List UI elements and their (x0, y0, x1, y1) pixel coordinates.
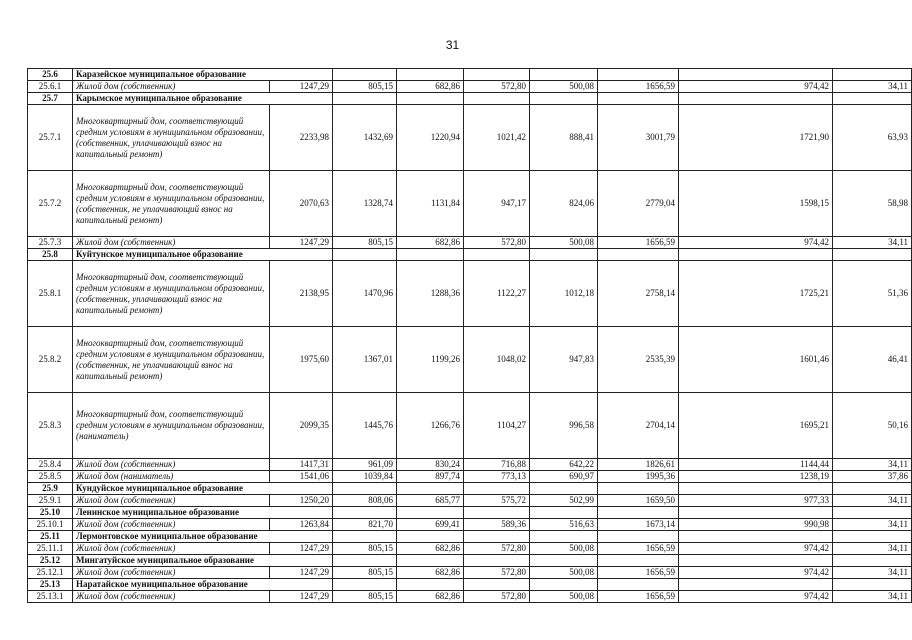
row-description: Жилой дом (собственник) (73, 237, 270, 249)
table-row (28, 459, 912, 471)
empty-cell (530, 483, 598, 495)
value-cell: 500,08 (530, 237, 598, 249)
section-row (28, 579, 912, 591)
value-cell: 1263,84 (270, 519, 333, 531)
value-cell: 34,11 (833, 81, 912, 93)
row-description: Жилой дом (собственник) (73, 495, 270, 507)
value-cell: 1826,61 (598, 459, 679, 471)
empty-cell (598, 555, 679, 567)
empty-cell (679, 531, 833, 543)
value-cell: 34,11 (833, 519, 912, 531)
section-name: Лермонтовское муниципальное образование (73, 531, 333, 543)
empty-cell (679, 93, 833, 105)
value-cell: 1104,27 (464, 393, 530, 459)
value-cell: 1238,19 (679, 471, 833, 483)
row-code: 25.11.1 (28, 543, 73, 555)
value-cell: 1656,59 (598, 543, 679, 555)
value-cell: 1288,36 (397, 261, 464, 327)
value-cell: 682,86 (397, 81, 464, 93)
empty-cell (397, 69, 464, 81)
row-code: 25.7.1 (28, 105, 73, 171)
empty-cell (833, 483, 912, 495)
empty-cell (333, 69, 397, 81)
value-cell: 2758,14 (598, 261, 679, 327)
empty-cell (397, 531, 464, 543)
value-cell: 690,97 (530, 471, 598, 483)
page-number: 31 (445, 38, 460, 52)
value-cell: 808,06 (333, 495, 397, 507)
value-cell: 974,42 (679, 237, 833, 249)
value-cell: 37,86 (833, 471, 912, 483)
value-cell: 1199,26 (397, 327, 464, 393)
value-cell: 572,80 (464, 591, 530, 603)
value-cell: 824,06 (530, 171, 598, 237)
empty-cell (598, 93, 679, 105)
row-code: 25.7.2 (28, 171, 73, 237)
row-code: 25.6.1 (28, 81, 73, 93)
section-code: 25.11 (28, 531, 73, 543)
value-cell: 1656,59 (598, 591, 679, 603)
value-cell: 1995,36 (598, 471, 679, 483)
value-cell: 2138,95 (270, 261, 333, 327)
value-cell: 572,80 (464, 567, 530, 579)
value-cell: 974,42 (679, 543, 833, 555)
section-name: Каразейское муниципальное образование (73, 69, 333, 81)
value-cell: 1247,29 (270, 237, 333, 249)
row-code: 25.8.2 (28, 327, 73, 393)
value-cell: 34,11 (833, 237, 912, 249)
empty-cell (530, 579, 598, 591)
value-cell: 1656,59 (598, 237, 679, 249)
empty-cell (833, 555, 912, 567)
value-cell: 1432,69 (333, 105, 397, 171)
empty-cell (530, 93, 598, 105)
value-cell: 821,70 (333, 519, 397, 531)
value-cell: 1144,44 (679, 459, 833, 471)
empty-cell (397, 555, 464, 567)
value-cell: 34,11 (833, 567, 912, 579)
value-cell: 1131,84 (397, 171, 464, 237)
table-row (28, 471, 912, 483)
row-description: Жилой дом (собственник) (73, 543, 270, 555)
value-cell: 51,36 (833, 261, 912, 327)
empty-cell (333, 579, 397, 591)
value-cell: 685,77 (397, 495, 464, 507)
row-code: 25.8.3 (28, 393, 73, 459)
value-cell: 2233,98 (270, 105, 333, 171)
empty-cell (679, 555, 833, 567)
row-description: Многоквартирный дом, соответствующий средним условиям в муниципальном образовании, (собственник, не уплачивающий взнос на капитальный ремонт) (73, 327, 270, 393)
table-row (28, 105, 912, 171)
empty-cell (679, 249, 833, 261)
value-cell: 1220,94 (397, 105, 464, 171)
value-cell: 1048,02 (464, 327, 530, 393)
row-code: 25.8.1 (28, 261, 73, 327)
value-cell: 642,22 (530, 459, 598, 471)
table-row (28, 261, 912, 327)
empty-cell (598, 69, 679, 81)
empty-cell (833, 579, 912, 591)
empty-cell (333, 531, 397, 543)
table-row (28, 171, 912, 237)
value-cell: 977,33 (679, 495, 833, 507)
empty-cell (679, 579, 833, 591)
row-description: Многоквартирный дом, соответствующий средним условиям в муниципальном образовании, (собственник, уплачивающий взнос на капитальный ремонт) (73, 105, 270, 171)
table-row (28, 567, 912, 579)
empty-cell (397, 249, 464, 261)
tariff-table (27, 68, 912, 603)
empty-cell (530, 555, 598, 567)
value-cell: 34,11 (833, 459, 912, 471)
empty-cell (598, 249, 679, 261)
value-cell: 575,72 (464, 495, 530, 507)
section-row (28, 507, 912, 519)
value-cell: 682,86 (397, 567, 464, 579)
table-row (28, 495, 912, 507)
empty-cell (464, 531, 530, 543)
table-row (28, 393, 912, 459)
section-code: 25.10 (28, 507, 73, 519)
empty-cell (598, 507, 679, 519)
section-name: Куйтунское муниципальное образование (73, 249, 333, 261)
value-cell: 1725,21 (679, 261, 833, 327)
value-cell: 888,41 (530, 105, 598, 171)
table-body (28, 69, 912, 603)
section-row (28, 93, 912, 105)
value-cell: 947,83 (530, 327, 598, 393)
empty-cell (397, 93, 464, 105)
empty-cell (464, 483, 530, 495)
section-row (28, 531, 912, 543)
empty-cell (833, 69, 912, 81)
value-cell: 699,41 (397, 519, 464, 531)
section-name: Кундуйское муниципальное образование (73, 483, 333, 495)
value-cell: 1598,15 (679, 171, 833, 237)
value-cell: 961,09 (333, 459, 397, 471)
empty-cell (598, 483, 679, 495)
row-description: Жилой дом (собственник) (73, 459, 270, 471)
row-description: Многоквартирный дом, соответствующий средним условиям в муниципальном образовании, (собственник, уплачивающий взнос на капитальный ремонт) (73, 261, 270, 327)
value-cell: 2779,04 (598, 171, 679, 237)
row-code: 25.13.1 (28, 591, 73, 603)
value-cell: 34,11 (833, 591, 912, 603)
value-cell: 805,15 (333, 567, 397, 579)
empty-cell (679, 507, 833, 519)
value-cell: 1250,20 (270, 495, 333, 507)
value-cell: 1656,59 (598, 81, 679, 93)
value-cell: 572,80 (464, 543, 530, 555)
value-cell: 502,99 (530, 495, 598, 507)
value-cell: 1601,46 (679, 327, 833, 393)
value-cell: 46,41 (833, 327, 912, 393)
value-cell: 1328,74 (333, 171, 397, 237)
row-description: Многоквартирный дом, соответствующий средним условиям в муниципальном образовании, (наниматель) (73, 393, 270, 459)
table-row (28, 591, 912, 603)
value-cell: 2070,63 (270, 171, 333, 237)
empty-cell (598, 579, 679, 591)
value-cell: 996,58 (530, 393, 598, 459)
empty-cell (333, 483, 397, 495)
empty-cell (464, 93, 530, 105)
empty-cell (530, 249, 598, 261)
value-cell: 50,16 (833, 393, 912, 459)
section-row (28, 69, 912, 81)
value-cell: 682,86 (397, 543, 464, 555)
row-description: Жилой дом (собственник) (73, 81, 270, 93)
empty-cell (679, 69, 833, 81)
value-cell: 1659,50 (598, 495, 679, 507)
value-cell: 500,08 (530, 81, 598, 93)
value-cell: 1012,18 (530, 261, 598, 327)
section-name: Ленинское муниципальное образование (73, 507, 333, 519)
section-row (28, 249, 912, 261)
value-cell: 516,63 (530, 519, 598, 531)
value-cell: 1975,60 (270, 327, 333, 393)
value-cell: 1021,42 (464, 105, 530, 171)
empty-cell (333, 507, 397, 519)
value-cell: 947,17 (464, 171, 530, 237)
value-cell: 897,74 (397, 471, 464, 483)
empty-cell (333, 249, 397, 261)
value-cell: 682,86 (397, 237, 464, 249)
value-cell: 773,13 (464, 471, 530, 483)
value-cell: 1247,29 (270, 543, 333, 555)
value-cell: 716,88 (464, 459, 530, 471)
value-cell: 805,15 (333, 591, 397, 603)
value-cell: 1367,01 (333, 327, 397, 393)
row-code: 25.10.1 (28, 519, 73, 531)
value-cell: 1247,29 (270, 81, 333, 93)
empty-cell (833, 531, 912, 543)
row-code: 25.8.4 (28, 459, 73, 471)
empty-cell (397, 483, 464, 495)
empty-cell (833, 507, 912, 519)
value-cell: 805,15 (333, 81, 397, 93)
value-cell: 974,42 (679, 567, 833, 579)
value-cell: 1695,21 (679, 393, 833, 459)
empty-cell (397, 579, 464, 591)
value-cell: 1122,27 (464, 261, 530, 327)
empty-cell (464, 249, 530, 261)
row-code: 25.9.1 (28, 495, 73, 507)
section-code: 25.9 (28, 483, 73, 495)
value-cell: 572,80 (464, 237, 530, 249)
section-code: 25.7 (28, 93, 73, 105)
section-row (28, 555, 912, 567)
table-row (28, 237, 912, 249)
empty-cell (833, 249, 912, 261)
value-cell: 1656,59 (598, 567, 679, 579)
empty-cell (397, 507, 464, 519)
value-cell: 1445,76 (333, 393, 397, 459)
value-cell: 58,98 (833, 171, 912, 237)
value-cell: 63,93 (833, 105, 912, 171)
value-cell: 1541,06 (270, 471, 333, 483)
value-cell: 990,98 (679, 519, 833, 531)
value-cell: 974,42 (679, 81, 833, 93)
row-description: Жилой дом (собственник) (73, 591, 270, 603)
row-description: Многоквартирный дом, соответствующий средним условиям в муниципальном образовании, (собственник, не уплачивающий взнос на капитальный ремонт) (73, 171, 270, 237)
value-cell: 500,08 (530, 543, 598, 555)
empty-cell (833, 93, 912, 105)
section-name: Карымское муниципальное образование (73, 93, 333, 105)
row-code: 25.12.1 (28, 567, 73, 579)
empty-cell (333, 555, 397, 567)
value-cell: 1417,31 (270, 459, 333, 471)
value-cell: 682,86 (397, 591, 464, 603)
empty-cell (464, 507, 530, 519)
value-cell: 3001,79 (598, 105, 679, 171)
value-cell: 1673,14 (598, 519, 679, 531)
table-row (28, 543, 912, 555)
value-cell: 805,15 (333, 237, 397, 249)
empty-cell (464, 555, 530, 567)
value-cell: 2535,39 (598, 327, 679, 393)
value-cell: 1247,29 (270, 567, 333, 579)
section-code: 25.13 (28, 579, 73, 591)
value-cell: 1470,96 (333, 261, 397, 327)
value-cell: 1266,76 (397, 393, 464, 459)
value-cell: 500,08 (530, 567, 598, 579)
empty-cell (530, 531, 598, 543)
value-cell: 1721,90 (679, 105, 833, 171)
table-row (28, 519, 912, 531)
table-row (28, 327, 912, 393)
value-cell: 500,08 (530, 591, 598, 603)
row-code: 25.7.3 (28, 237, 73, 249)
section-code: 25.8 (28, 249, 73, 261)
empty-cell (598, 531, 679, 543)
section-name: Мингатуйское муниципальное образование (73, 555, 333, 567)
value-cell: 830,24 (397, 459, 464, 471)
value-cell: 1247,29 (270, 591, 333, 603)
section-code: 25.12 (28, 555, 73, 567)
value-cell: 572,80 (464, 81, 530, 93)
row-description: Жилой дом (собственник) (73, 567, 270, 579)
empty-cell (464, 69, 530, 81)
value-cell: 589,36 (464, 519, 530, 531)
empty-cell (530, 507, 598, 519)
row-code: 25.8.5 (28, 471, 73, 483)
value-cell: 34,11 (833, 543, 912, 555)
value-cell: 34,11 (833, 495, 912, 507)
empty-cell (464, 579, 530, 591)
value-cell: 2099,35 (270, 393, 333, 459)
section-name: Наратайское муниципальное образование (73, 579, 333, 591)
value-cell: 974,42 (679, 591, 833, 603)
empty-cell (679, 483, 833, 495)
value-cell: 805,15 (333, 543, 397, 555)
table-row (28, 81, 912, 93)
value-cell: 2704,14 (598, 393, 679, 459)
row-description: Жилой дом (наниматель) (73, 471, 270, 483)
section-row (28, 483, 912, 495)
value-cell: 1039,84 (333, 471, 397, 483)
row-description: Жилой дом (собственник) (73, 519, 270, 531)
empty-cell (333, 93, 397, 105)
section-code: 25.6 (28, 69, 73, 81)
empty-cell (530, 69, 598, 81)
